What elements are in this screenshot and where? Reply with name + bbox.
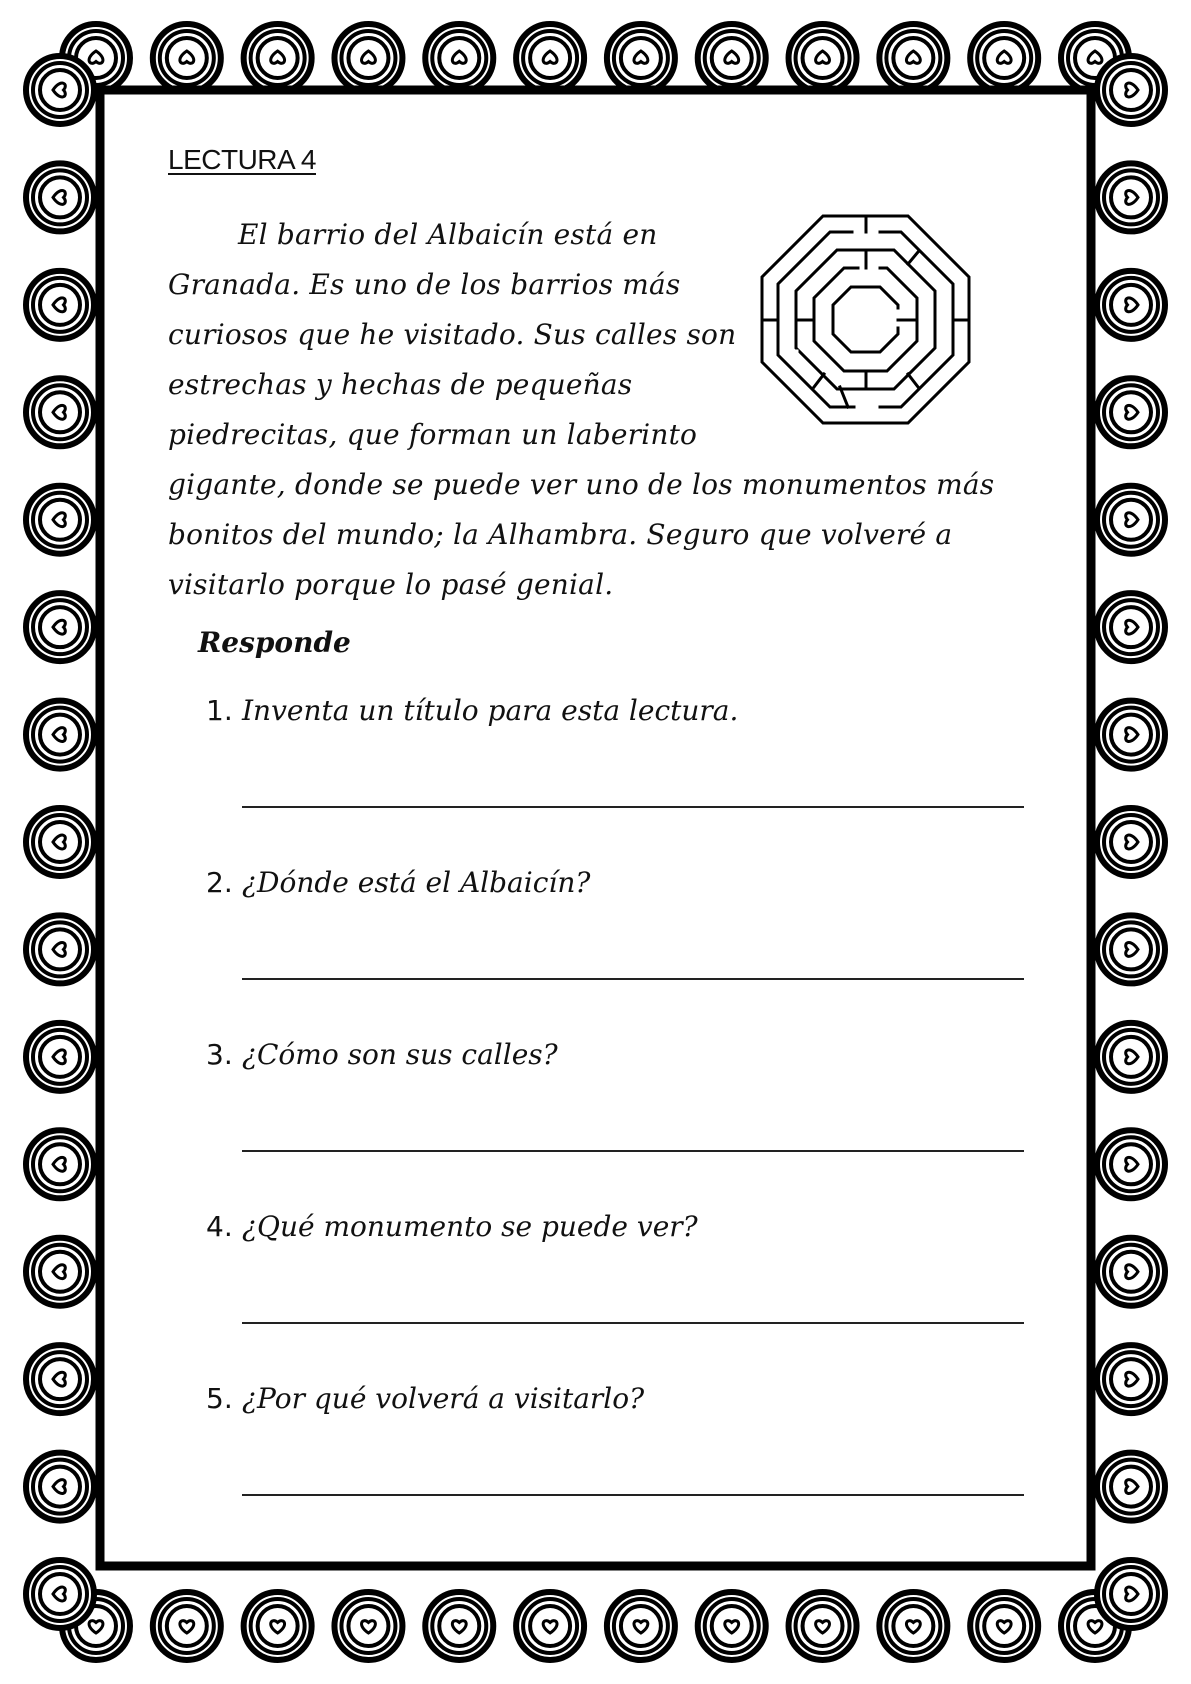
reading-line-8: visitarlo porque lo pasé genial. [168,568,614,601]
question-number: 3. [206,1038,233,1071]
question-3 [206,1038,558,1071]
question-text: ¿Qué monumento se puede ver? [242,1210,698,1243]
question-2 [206,866,590,899]
octagon-maze-icon [758,212,973,427]
reading-line-3: curiosos que he visitado. Sus calles son [168,318,737,351]
answer-line-3[interactable] [242,1150,1024,1152]
reading-line-6: gigante, donde se puede ver uno de los monumentos más [168,468,995,501]
page-title: LECTURA 4 [168,144,316,175]
question-4 [206,1210,698,1243]
answer-line-2[interactable] [242,978,1024,980]
reading-line-7: bonitos del mundo; la Alhambra. Seguro que volveré a [168,518,953,551]
answer-line-1[interactable] [242,806,1024,808]
reading-line-1: El barrio del Albaicín está en [238,218,658,251]
answer-line-5[interactable] [242,1494,1024,1496]
question-text: ¿Dónde está el Albaicín? [242,866,591,899]
question-5 [206,1382,644,1415]
question-number: 2. [206,866,233,899]
responde-heading: Responde [198,626,351,659]
question-1 [206,694,738,727]
reading-line-4: estrechas y hechas de pequeñas [168,368,633,401]
question-number: 5. [206,1382,233,1415]
question-text: Inventa un título para esta lectura. [242,694,739,727]
reading-line-5: piedrecitas, que forman un laberinto [168,418,698,451]
question-number: 4. [206,1210,233,1243]
question-number: 1. [206,694,233,727]
worksheet [104,94,1087,1562]
question-text: ¿Cómo son sus calles? [242,1038,558,1071]
question-text: ¿Por qué volverá a visitarlo? [242,1382,645,1415]
answer-line-4[interactable] [242,1322,1024,1324]
reading-line-2: Granada. Es uno de los barrios más [168,268,681,301]
